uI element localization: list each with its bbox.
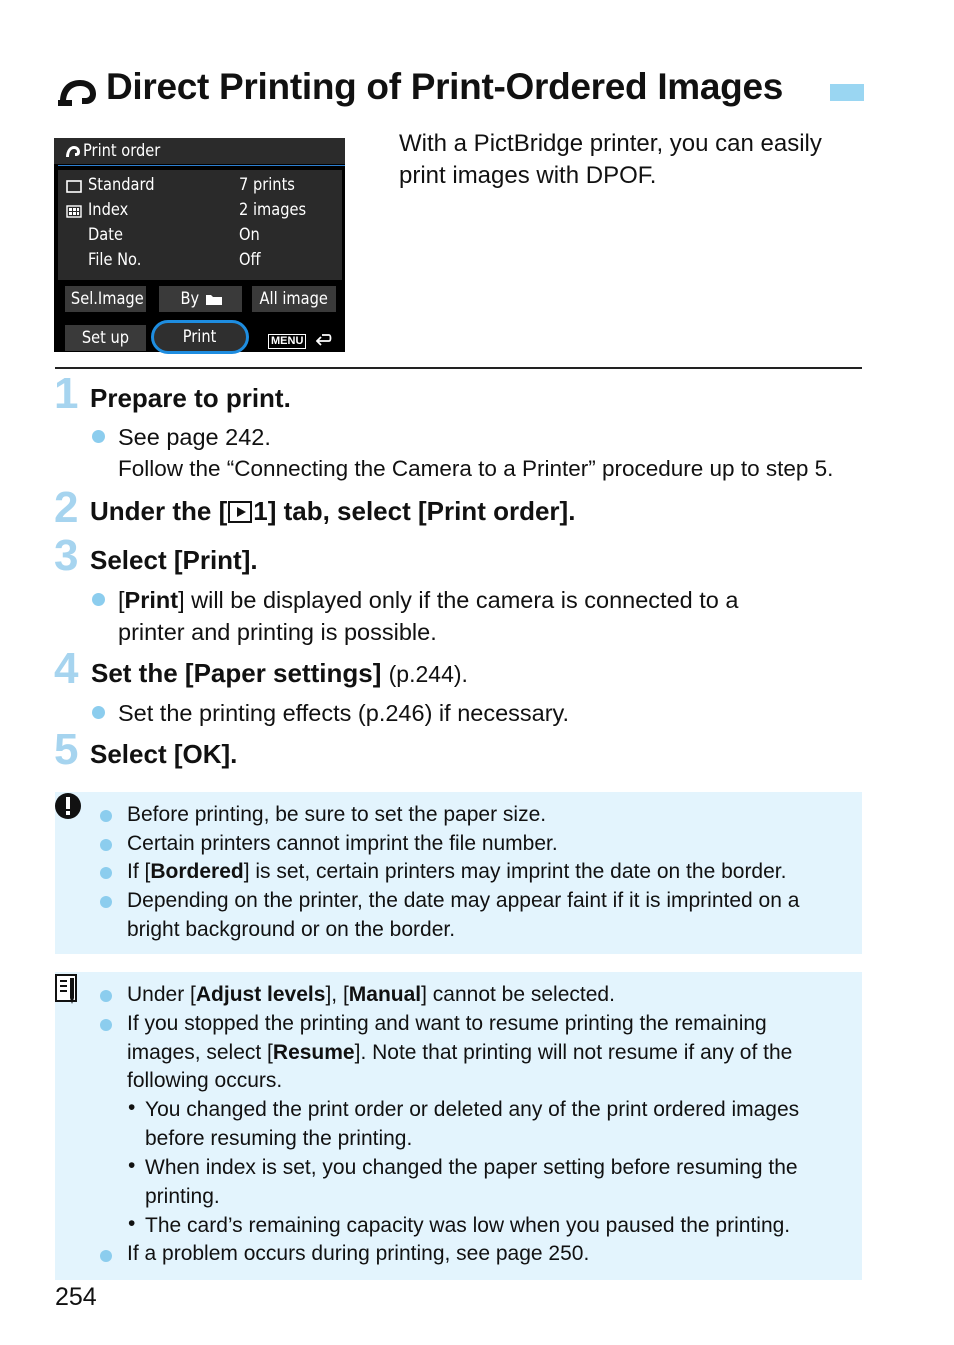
bullet-dot bbox=[92, 706, 105, 719]
sel-image-button[interactable] bbox=[65, 286, 146, 312]
button-label: By bbox=[180, 289, 200, 309]
caution-item: Depending on the printer, the date may appear faint if it is imprinted on a bbox=[127, 889, 800, 912]
caution-item bbox=[127, 858, 786, 886]
item-text: ]. Note that printing will not resume if any of the bbox=[354, 1041, 793, 1064]
note-item-continuation bbox=[127, 1039, 792, 1067]
bullet-text: [ bbox=[118, 587, 125, 613]
printer-direct-icon bbox=[56, 72, 102, 108]
standard-print-icon bbox=[66, 180, 82, 193]
section-divider bbox=[55, 367, 862, 369]
summary-row bbox=[58, 248, 342, 273]
heading-text: Set the [Paper settings] bbox=[91, 658, 382, 688]
caution-box bbox=[55, 792, 862, 954]
bullet-dot bbox=[100, 810, 112, 822]
row-label: Date bbox=[88, 225, 123, 245]
sub-bullet: • bbox=[128, 1096, 136, 1119]
print-button[interactable] bbox=[151, 320, 249, 354]
step-bullet-continuation: printer and printing is possible. bbox=[118, 619, 437, 645]
sub-bullet: • bbox=[128, 1212, 136, 1235]
step-heading bbox=[90, 496, 575, 527]
step-bullet-continuation: Follow the “Connecting the Camera to a Printer” procedure up to step 5. bbox=[118, 456, 834, 481]
item-text: ] cannot be selected. bbox=[421, 983, 615, 1006]
step-heading: Select [OK]. bbox=[90, 739, 238, 769]
note-item-continuation: following occurs. bbox=[127, 1069, 283, 1092]
bullet-dot bbox=[92, 593, 105, 606]
caution-item: Before printing, be sure to set the paper size. bbox=[127, 803, 547, 826]
print-order-icon bbox=[65, 144, 81, 158]
row-value: On bbox=[239, 225, 260, 245]
all-image-button[interactable] bbox=[252, 286, 336, 312]
title-row bbox=[56, 64, 866, 114]
row-value: Off bbox=[239, 250, 261, 270]
bullet-dot bbox=[100, 1250, 112, 1262]
step-heading bbox=[91, 658, 468, 689]
item-text: ] is set, certain printers may imprint the date on the border. bbox=[243, 860, 787, 883]
step-number: 3 bbox=[54, 531, 79, 580]
row-value: 2 images bbox=[239, 200, 307, 220]
button-label: Set up bbox=[81, 328, 130, 348]
bullet-dot bbox=[100, 896, 112, 908]
step-bullet: Set the printing effects (p.246) if necessary. bbox=[118, 700, 570, 726]
screen-title: Print order bbox=[83, 141, 161, 161]
step-number: 5 bbox=[54, 725, 79, 774]
step-number: 1 bbox=[54, 369, 79, 418]
bullet-dot bbox=[100, 1019, 112, 1031]
summary-row bbox=[58, 173, 342, 198]
intro-text: With a PictBridge printer, you can easily print images with DPOF. bbox=[399, 130, 822, 189]
sub-bullet: • bbox=[128, 1154, 136, 1177]
button-label: Print bbox=[183, 327, 217, 347]
note-subitem: When index is set, you changed the paper setting before resuming the bbox=[145, 1156, 798, 1179]
item-bold: Adjust levels bbox=[195, 983, 326, 1006]
note-memo-icon bbox=[55, 974, 79, 1006]
bullet-dot bbox=[100, 990, 112, 1002]
heading-text: Under the [ bbox=[90, 496, 228, 526]
note-item bbox=[127, 981, 615, 1009]
note-item: If you stopped the printing and want to resume printing the remaining bbox=[127, 1012, 767, 1035]
print-order-summary bbox=[58, 170, 342, 280]
note-box bbox=[55, 972, 862, 1280]
bullet-dot bbox=[92, 430, 105, 443]
note-item: If a problem occurs during printing, see page 250. bbox=[127, 1242, 590, 1265]
step-number: 2 bbox=[54, 483, 79, 532]
summary-row bbox=[58, 198, 342, 223]
return-arrow-icon bbox=[316, 333, 332, 347]
note-subitem-continuation: printing. bbox=[145, 1185, 220, 1208]
step-bullet: See page 242. bbox=[118, 424, 271, 450]
item-text: images, select [ bbox=[127, 1041, 273, 1064]
menu-badge: MENU bbox=[268, 334, 306, 349]
page-number: 254 bbox=[55, 1283, 97, 1311]
item-text: Under [ bbox=[127, 983, 196, 1006]
bullet-text: ] will be displayed only if the camera is connected to a bbox=[178, 587, 739, 613]
row-value: 7 prints bbox=[239, 175, 295, 195]
caution-item: Certain printers cannot imprint the file number. bbox=[127, 832, 558, 855]
step-heading: Prepare to print. bbox=[90, 383, 291, 413]
screen-divider bbox=[58, 165, 345, 166]
row-label: Index bbox=[88, 200, 129, 220]
button-label: Sel.Image bbox=[70, 289, 144, 309]
camera-lcd-screenshot bbox=[54, 138, 345, 352]
playback-tab-icon bbox=[228, 501, 252, 523]
summary-row bbox=[58, 223, 342, 248]
item-bold: Bordered bbox=[150, 860, 244, 883]
screen-header bbox=[54, 138, 345, 164]
index-print-icon bbox=[66, 205, 82, 218]
folder-icon bbox=[206, 293, 222, 305]
note-subitem: The card’s remaining capacity was low when you paused the printing. bbox=[145, 1214, 791, 1237]
by-folder-button[interactable] bbox=[159, 286, 242, 312]
button-label: All image bbox=[259, 289, 329, 309]
item-text: ], [ bbox=[325, 983, 349, 1006]
row-label: File No. bbox=[88, 250, 142, 270]
bullet-bold: Print bbox=[124, 587, 179, 613]
item-text: If [ bbox=[127, 860, 151, 883]
caution-icon bbox=[53, 792, 83, 822]
title-accent-bar bbox=[830, 84, 864, 101]
bullet-dot bbox=[100, 867, 112, 879]
step-bullet bbox=[118, 584, 738, 616]
set-up-button[interactable] bbox=[65, 325, 146, 351]
note-subitem: You changed the print order or deleted any of the print ordered images bbox=[145, 1098, 800, 1121]
bullet-dot bbox=[100, 839, 112, 851]
page-title: Direct Printing of Print-Ordered Images bbox=[106, 66, 784, 107]
note-subitem-continuation: before resuming the printing. bbox=[145, 1127, 413, 1150]
caution-item-continuation: bright background or on the border. bbox=[127, 918, 456, 941]
page-reference: (p.244). bbox=[388, 661, 468, 687]
item-bold: Resume bbox=[272, 1041, 355, 1064]
step-heading: Select [Print]. bbox=[90, 545, 258, 575]
item-bold: Manual bbox=[348, 983, 422, 1006]
step-number: 4 bbox=[54, 644, 79, 693]
heading-text: 1] tab, select [Print order]. bbox=[253, 496, 576, 526]
row-label: Standard bbox=[88, 175, 155, 195]
